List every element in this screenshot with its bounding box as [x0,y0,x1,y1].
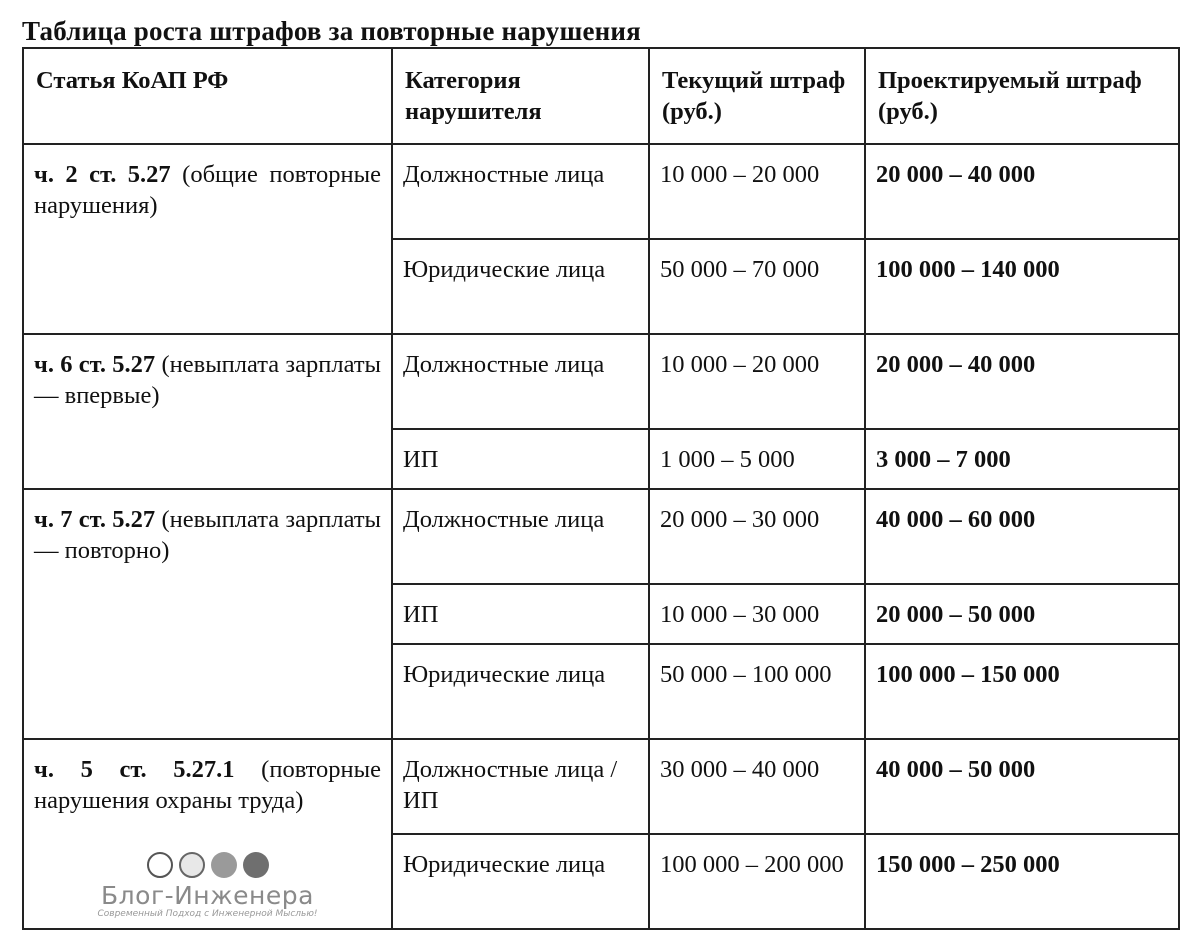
article-code: ч. 5 ст. 5.27.1 [34,756,235,783]
header-projected-fine: Проектируемый штраф (руб.) [865,48,1179,144]
watermark-name: Блог-Инженера [101,880,314,910]
engineer-avatar-icon [179,852,205,878]
engineer-avatar-icon [147,852,173,878]
article-note: (повторные нарушения охраны труда) [34,756,381,815]
watermark-logo [24,852,391,920]
projected-fine-cell: 20 000 – 40 000 [865,334,1179,429]
current-fine-cell: 10 000 – 20 000 [649,144,865,239]
article-code: ч. 7 ст. 5.27 [34,506,156,533]
category-cell: Юридические лица [392,644,649,739]
article-cell [23,489,392,739]
article-note: (невыплата зарплаты — впервые) [34,351,381,410]
engineer-avatar-icon [211,852,237,878]
header-article: Статья КоАП РФ [23,48,392,144]
category-cell: Должностные лица / ИП [392,739,649,834]
projected-fine-cell: 100 000 – 150 000 [865,644,1179,739]
current-fine-cell: 10 000 – 20 000 [649,334,865,429]
projected-fine-cell: 40 000 – 60 000 [865,489,1179,584]
article-cell [23,334,392,489]
current-fine-cell: 1 000 – 5 000 [649,429,865,489]
category-cell: Должностные лица [392,334,649,429]
table-row [23,144,1179,239]
table-row [23,334,1179,429]
article-code: ч. 2 ст. 5.27 [34,161,171,188]
article-cell [23,144,392,334]
current-fine-cell: 10 000 – 30 000 [649,584,865,644]
category-cell: ИП [392,429,649,489]
table-title: Таблица роста штрафов за повторные нарушения [22,16,641,46]
category-cell: ИП [392,584,649,644]
projected-fine-cell: 40 000 – 50 000 [865,739,1179,834]
current-fine-cell: 20 000 – 30 000 [649,489,865,584]
header-category: Категория нарушителя [392,48,649,144]
category-cell: Юридические лица [392,239,649,334]
current-fine-cell: 50 000 – 100 000 [649,644,865,739]
current-fine-cell: 50 000 – 70 000 [649,239,865,334]
current-fine-cell: 30 000 – 40 000 [649,739,865,834]
projected-fine-cell: 100 000 – 140 000 [865,239,1179,334]
table-row [23,739,1179,834]
article-code: ч. 6 ст. 5.27 [34,351,156,378]
watermark-tagline: Современный Подход с Инженерной Мыслью! [97,909,318,920]
article-note: (невыплата зарплаты — повторно) [34,506,381,565]
table-row [23,489,1179,584]
fines-table [22,47,1180,930]
category-cell: Должностные лица [392,144,649,239]
projected-fine-cell: 150 000 – 250 000 [865,834,1179,929]
projected-fine-cell: 3 000 – 7 000 [865,429,1179,489]
current-fine-cell: 100 000 – 200 000 [649,834,865,929]
projected-fine-cell: 20 000 – 50 000 [865,584,1179,644]
article-cell [23,739,392,929]
category-cell: Юридические лица [392,834,649,929]
engineer-avatar-icon [243,852,269,878]
projected-fine-cell: 20 000 – 40 000 [865,144,1179,239]
header-current-fine: Текущий штраф (руб.) [649,48,865,144]
category-cell: Должностные лица [392,489,649,584]
article-note: (общие повторные нарушения) [34,161,382,220]
table-header-row [23,48,1179,144]
